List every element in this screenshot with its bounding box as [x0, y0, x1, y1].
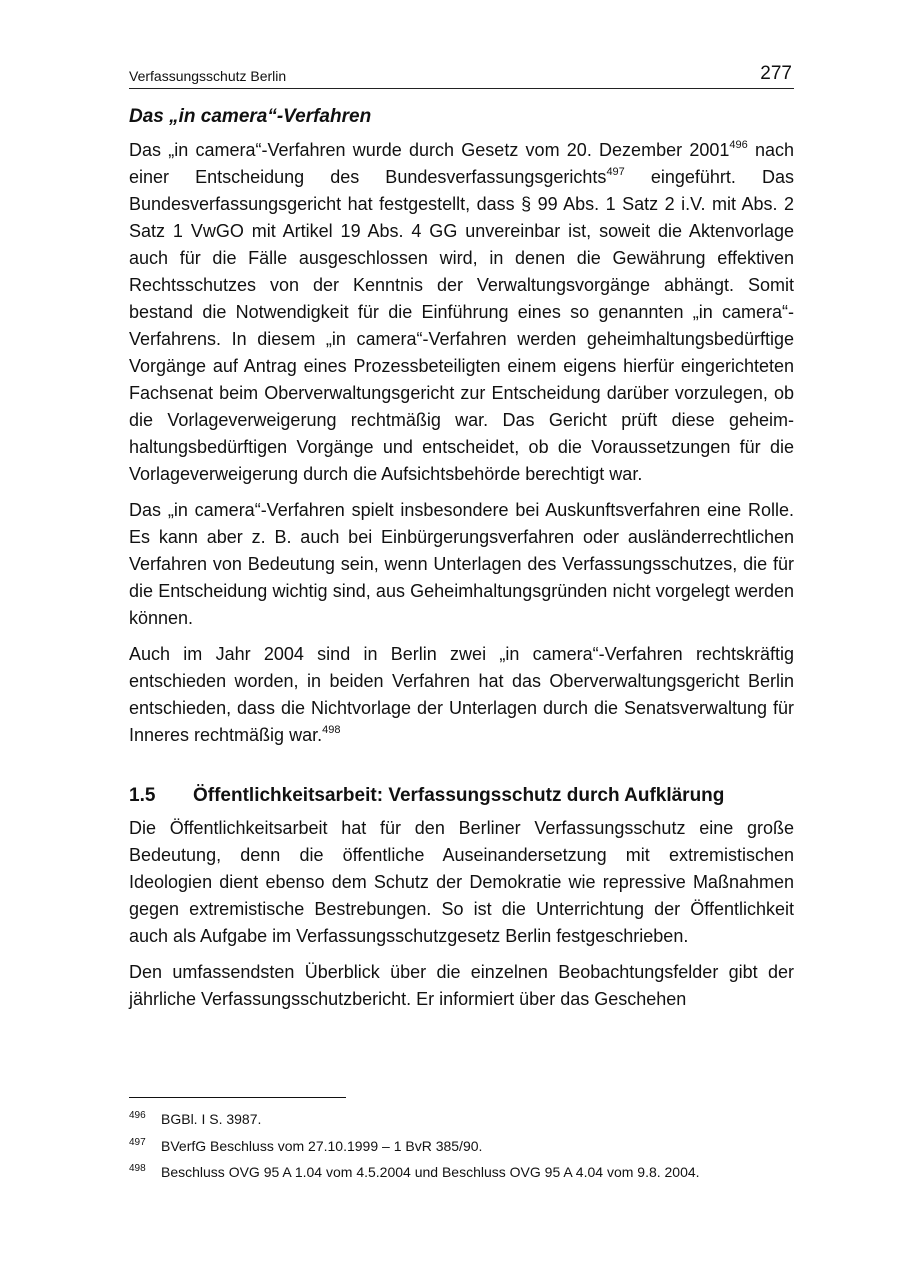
footnote — [129, 1110, 794, 1128]
main-content — [129, 104, 794, 1022]
paragraph — [129, 641, 794, 749]
footnote-ref[interactable]: 496 — [729, 139, 748, 151]
page-header — [129, 62, 794, 89]
paragraph: Den umfassendsten Überblick über die einzelnen Beobachtungsfelder gibt der jährliche Verfassungsschutzbericht. Er informiert über das Geschehen — [129, 962, 794, 1009]
paragraph: Die Öffentlichkeitsarbeit hat für den Berliner Verfassungsschutz eine große Bedeutung, denn die öffentliche Auseinandersetzung mit extremistischen Ideologien dient ebenso dem Schutz der Demokratie wie repressive Maßnahmen gegen extremistische Bestrebungen. So ist die Unterrichtung der Öffentlichkeit auch als Aufgabe im Verfassungsschutzgesetz Berlin festgeschrieben. — [129, 818, 794, 946]
paragraph — [129, 137, 794, 488]
running-title: Verfassungsschutz Berlin — [129, 68, 287, 84]
footnote — [129, 1163, 794, 1181]
paragraph-text: eingeführt. Das Bundesverfassungsgericht hat festgestellt, dass § 99 Abs. 1 Satz 2 i.V. mit Abs. 2 Satz 1 VwGO mit Artikel 19 Abs. 4 GG unvereinbar ist, soweit die Aktenvorlage auch für die Fälle ausgeschlossen wird, in denen die Gewährung effektiven Rechtsschutzes von der Kenntnis der Verwaltungsvorgänge abhängt. Somit bestand die Notwendigkeit für die Einführung eines so genannten „in camera“-Verfahrens. In diesem „in camera“-Verfahren werden geheimhaltungsbedürftige Vorgänge auf Antrag eines Prozessbeteiligten einem eigens hierfür eingerichteten Fachsenat beim Oberverwaltungsgericht zur Entscheidung darüber vorzulegen, ob die Vorlageverweigerung rechtmäßig war. Das Gericht prüft diese geheimhaltungsbedürftigen Vorgänge und entscheidet, ob die Voraussetzungen für die Vorlageverweigerung durch die Aufsichtsbehörde berechtigt war. — [129, 167, 794, 484]
footnote-number: 498 — [129, 1163, 146, 1174]
paragraph-text: Das „in camera“-Verfahren wurde durch Gesetz vom 20. Dezember 2001 — [129, 140, 730, 160]
subsection-title: Das „in camera“-Verfahren — [129, 106, 372, 127]
paragraph-text: Auch im Jahr 2004 sind in Berlin zwei „in camera“-Verfahren rechtskräftig entschieden worden, in beiden Verfahren hat das Oberverwaltungsgericht Berlin entschieden, dass die Nichtvorlage der Unterlagen durch die Senatsverwaltung für Inneres rechtmäßig war. — [129, 644, 794, 745]
footnote-divider — [129, 1097, 346, 1098]
footnotes — [129, 1110, 794, 1190]
footnote-number: 496 — [129, 1110, 146, 1121]
footnote-ref[interactable]: 498 — [322, 724, 341, 736]
section-number: 1.5 — [129, 785, 156, 806]
footnote-text: BVerfG Beschluss vom 27.10.1999 – 1 BvR 385/90. — [161, 1137, 483, 1154]
page-number: 277 — [760, 63, 792, 84]
section-title: Öffentlichkeitsarbeit: Verfassungsschutz durch Aufklärung — [193, 785, 725, 806]
footnote-ref[interactable]: 497 — [606, 166, 625, 178]
paragraph: Das „in camera“-Verfahren spielt insbesondere bei Auskunftsverfahren eine Rolle. Es kann aber z. B. auch bei Einbürgerungsverfahren oder ausländerrechtlichen Verfahren von Bedeutung sein, wenn Unterlagen des Verfassungsschutzes, die für die Entscheidung wichtig sind, aus Geheimhaltungsgründen nicht vorgelegt werden können. — [129, 500, 794, 628]
footnote-text: BGBl. I S. 3987. — [161, 1111, 262, 1127]
paragraph-text: nach einer Entscheidung des Bundesverfassungsgerichts — [129, 140, 794, 187]
section-heading — [129, 783, 794, 809]
footnote — [129, 1137, 794, 1155]
footnote-number: 497 — [129, 1136, 146, 1148]
footnote-text: Beschluss OVG 95 A 1.04 vom 4.5.2004 und Beschluss OVG 95 A 4.04 vom 9.8. 2004. — [161, 1164, 700, 1180]
